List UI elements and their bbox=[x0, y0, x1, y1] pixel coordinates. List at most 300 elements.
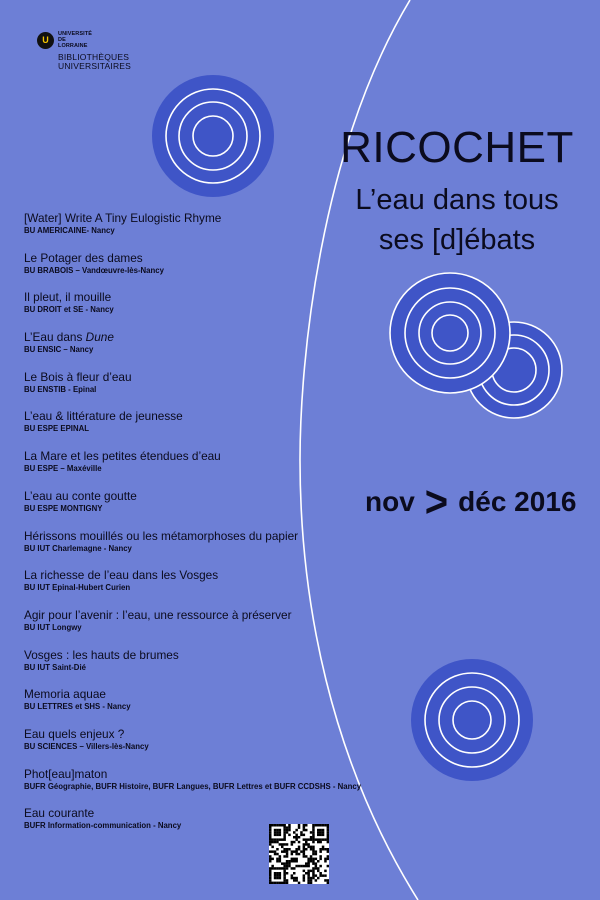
qr-module bbox=[327, 831, 329, 834]
event-title bbox=[24, 409, 369, 423]
qr-module bbox=[319, 874, 322, 877]
qr-module bbox=[295, 836, 298, 839]
event-title bbox=[24, 370, 369, 384]
qr-module bbox=[303, 824, 306, 827]
qr-module bbox=[293, 877, 296, 880]
qr-module bbox=[303, 838, 306, 841]
qr-module bbox=[274, 841, 277, 844]
qr-module bbox=[279, 874, 282, 877]
event-title-text: Eau quels enjeux ? bbox=[24, 726, 125, 741]
qr-module bbox=[312, 867, 315, 870]
qr-module bbox=[315, 853, 318, 856]
event-item bbox=[24, 251, 369, 291]
event-item bbox=[24, 370, 369, 410]
qr-module bbox=[286, 843, 289, 846]
qr-module bbox=[283, 877, 286, 880]
qr-module bbox=[312, 826, 315, 829]
event-item bbox=[24, 489, 369, 529]
ripple-circle-top bbox=[152, 75, 274, 197]
qr-module bbox=[295, 858, 298, 861]
qr-module bbox=[274, 877, 277, 880]
qr-module bbox=[276, 877, 279, 880]
qr-module bbox=[269, 826, 272, 829]
qr-module bbox=[283, 826, 286, 829]
qr-module bbox=[319, 865, 322, 868]
event-item bbox=[24, 608, 369, 648]
qr-module bbox=[279, 838, 282, 841]
qr-module bbox=[269, 879, 272, 882]
qr-module bbox=[283, 831, 286, 834]
qr-module bbox=[303, 826, 306, 829]
qr-module bbox=[283, 862, 286, 865]
qr-module bbox=[315, 879, 318, 882]
qr-module bbox=[276, 860, 279, 863]
event-title-text: L’Eau dans bbox=[24, 330, 86, 345]
qr-module bbox=[274, 824, 277, 827]
qr-module bbox=[293, 867, 296, 870]
qr-module bbox=[327, 838, 329, 841]
qr-module bbox=[317, 867, 320, 870]
event-title-text: Le Bois à fleur d’eau bbox=[24, 369, 132, 384]
qr-module bbox=[303, 850, 306, 853]
qr-module bbox=[288, 826, 291, 829]
qr-module bbox=[281, 843, 284, 846]
qr-module bbox=[324, 824, 327, 827]
qr-module bbox=[293, 841, 296, 844]
qr-module bbox=[269, 882, 272, 884]
qr-module bbox=[286, 853, 289, 856]
qr-module bbox=[300, 865, 303, 868]
qr-module bbox=[271, 846, 274, 849]
qr-module bbox=[303, 870, 306, 873]
qr-module bbox=[324, 848, 327, 851]
qr-module bbox=[319, 834, 322, 837]
qr-module bbox=[307, 858, 310, 861]
qr-module bbox=[298, 853, 301, 856]
event-item bbox=[24, 290, 369, 330]
qr-module bbox=[288, 834, 291, 837]
qr-module bbox=[286, 860, 289, 863]
qr-module bbox=[312, 841, 315, 844]
qr-module bbox=[271, 850, 274, 853]
qr-module bbox=[274, 882, 277, 884]
qr-module bbox=[283, 848, 286, 851]
event-item bbox=[24, 568, 369, 608]
qr-module bbox=[303, 834, 306, 837]
qr-module bbox=[271, 882, 274, 884]
event-title-text: Hérissons mouillés ou les métamorphoses du papier bbox=[24, 528, 299, 543]
qr-module bbox=[269, 877, 272, 880]
event-venue: BU IUT Epinal-Hubert Curien bbox=[24, 583, 131, 593]
qr-module bbox=[312, 834, 315, 837]
qr-module bbox=[303, 877, 306, 880]
qr-module bbox=[291, 850, 294, 853]
qr-module bbox=[312, 836, 315, 839]
qr-module bbox=[310, 877, 313, 880]
event-item bbox=[24, 211, 369, 251]
qr-module bbox=[269, 860, 272, 863]
qr-module bbox=[269, 841, 272, 844]
event-title-text: Le Potager des dames bbox=[24, 250, 143, 265]
event-title bbox=[24, 608, 369, 622]
qr-module bbox=[300, 831, 303, 834]
qr-module bbox=[298, 824, 301, 827]
qr-module bbox=[317, 824, 320, 827]
qr-module bbox=[283, 843, 286, 846]
qr-module bbox=[269, 831, 272, 834]
qr-module bbox=[315, 858, 318, 861]
qr-module bbox=[291, 874, 294, 877]
poster-title: RICOCHET bbox=[340, 123, 574, 172]
qr-module bbox=[283, 874, 286, 877]
qr-module bbox=[295, 865, 298, 868]
qr-module bbox=[295, 853, 298, 856]
qr-module bbox=[310, 858, 313, 861]
event-title-text: Eau courante bbox=[24, 806, 95, 821]
logo-libraries-line1: BIBLIOTHÈQUES bbox=[58, 52, 130, 62]
event-venue: BU LETTRES et SHS - Nancy bbox=[24, 702, 131, 712]
qr-module bbox=[283, 850, 286, 853]
qr-module bbox=[312, 860, 315, 863]
qr-module bbox=[298, 865, 301, 868]
qr-module bbox=[274, 834, 277, 837]
qr-module bbox=[310, 846, 313, 849]
qr-module bbox=[307, 870, 310, 873]
qr-module bbox=[271, 838, 274, 841]
qr-module bbox=[271, 867, 274, 870]
qr-module bbox=[317, 860, 320, 863]
qr-module bbox=[324, 870, 327, 873]
ripple-circle-bottom bbox=[411, 659, 533, 781]
qr-module bbox=[319, 850, 322, 853]
date-end: déc 2016 bbox=[458, 486, 577, 517]
qr-module bbox=[293, 831, 296, 834]
qr-module bbox=[283, 834, 286, 837]
qr-module bbox=[305, 843, 308, 846]
qr-module bbox=[291, 843, 294, 846]
qr-module bbox=[291, 877, 294, 880]
qr-module bbox=[312, 838, 315, 841]
qr-module bbox=[307, 865, 310, 868]
qr-module bbox=[305, 865, 308, 868]
qr-module bbox=[279, 834, 282, 837]
qr-module bbox=[293, 872, 296, 875]
qr-module bbox=[317, 829, 320, 832]
qr-module bbox=[310, 855, 313, 858]
qr-module bbox=[276, 848, 279, 851]
qr-module bbox=[315, 850, 318, 853]
event-venue: BU BRABOIS – Vandœuvre-lès-Nancy bbox=[24, 265, 164, 275]
qr-module bbox=[327, 841, 329, 844]
event-venue: BU ESPE MONTIGNY bbox=[24, 503, 103, 513]
qr-module bbox=[305, 855, 308, 858]
qr-module bbox=[274, 872, 277, 875]
qr-module bbox=[283, 870, 286, 873]
event-venue: BU IUT Saint-Dié bbox=[24, 662, 86, 672]
qr-module bbox=[317, 841, 320, 844]
qr-module bbox=[307, 877, 310, 880]
event-venue: BU AMERICAINE- Nancy bbox=[24, 226, 115, 235]
qr-module bbox=[307, 874, 310, 877]
qr-module bbox=[305, 848, 308, 851]
event-title-text: [Water] Write A Tiny Eulogistic Rhyme bbox=[24, 211, 222, 225]
event-venue: BU IUT Charlemagne - Nancy bbox=[24, 543, 132, 553]
qr-module bbox=[276, 858, 279, 861]
qr-module bbox=[312, 831, 315, 834]
qr-module bbox=[312, 853, 315, 856]
qr-module bbox=[295, 879, 298, 882]
qr-module bbox=[276, 824, 279, 827]
qr-module bbox=[269, 874, 272, 877]
qr-module bbox=[300, 850, 303, 853]
qr-module bbox=[283, 882, 286, 884]
qr-module bbox=[283, 865, 286, 868]
event-title bbox=[24, 290, 369, 304]
qr-module bbox=[303, 829, 306, 832]
qr-module bbox=[269, 829, 272, 832]
date-start: nov bbox=[365, 486, 415, 517]
qr-module bbox=[312, 824, 315, 827]
qr-module bbox=[279, 829, 282, 832]
qr-module bbox=[288, 865, 291, 868]
qr-module bbox=[307, 838, 310, 841]
event-venue: BU ESPE EPINAL bbox=[24, 424, 89, 434]
qr-module bbox=[288, 860, 291, 863]
qr-module bbox=[279, 843, 282, 846]
qr-module bbox=[288, 829, 291, 832]
qr-module bbox=[310, 870, 313, 873]
qr-module bbox=[281, 862, 284, 865]
logo-university-name: UNIVERSITÉ DE LORRAINE bbox=[58, 31, 93, 49]
qr-module bbox=[293, 850, 296, 853]
qr-module bbox=[293, 879, 296, 882]
qr-module bbox=[319, 855, 322, 858]
qr-module bbox=[315, 824, 318, 827]
event-venue: BUFR Information-communication - Nancy bbox=[24, 821, 182, 831]
event-list bbox=[24, 211, 369, 846]
qr-module bbox=[315, 862, 318, 865]
logo-text bbox=[58, 31, 131, 71]
poster-subtitle-line1: L’eau dans tous bbox=[355, 184, 559, 216]
qr-module bbox=[317, 831, 320, 834]
qr-module bbox=[281, 846, 284, 849]
qr-module bbox=[269, 855, 272, 858]
event-title-text: Phot[eau]maton bbox=[24, 766, 108, 781]
qr-code bbox=[269, 824, 329, 884]
qr-module bbox=[271, 841, 274, 844]
qr-module bbox=[269, 870, 272, 873]
qr-module bbox=[298, 848, 301, 851]
qr-module bbox=[283, 855, 286, 858]
qr-module bbox=[286, 831, 289, 834]
qr-module bbox=[281, 882, 284, 884]
qr-module bbox=[298, 841, 301, 844]
qr-module bbox=[271, 865, 274, 868]
poster-subtitle bbox=[332, 180, 582, 260]
qr-module bbox=[281, 850, 284, 853]
event-title-italic: Dune bbox=[85, 330, 114, 345]
qr-module bbox=[286, 862, 289, 865]
qr-module bbox=[317, 870, 320, 873]
qr-module bbox=[317, 838, 320, 841]
qr-module bbox=[319, 824, 322, 827]
event-item bbox=[24, 648, 369, 688]
qr-module bbox=[293, 858, 296, 861]
qr-module bbox=[298, 882, 301, 884]
event-dates bbox=[365, 477, 577, 527]
qr-module bbox=[274, 838, 277, 841]
qr-module bbox=[283, 824, 286, 827]
qr-module bbox=[286, 829, 289, 832]
qr-module bbox=[274, 853, 277, 856]
qr-module bbox=[319, 858, 322, 861]
event-title-text: Il pleut, il mouille bbox=[24, 290, 112, 305]
qr-module bbox=[319, 848, 322, 851]
qr-module bbox=[315, 874, 318, 877]
qr-module bbox=[312, 874, 315, 877]
qr-module bbox=[310, 882, 313, 884]
qr-module bbox=[298, 836, 301, 839]
qr-module bbox=[327, 850, 329, 853]
qr-module bbox=[286, 850, 289, 853]
qr-module bbox=[291, 867, 294, 870]
qr-module bbox=[286, 867, 289, 870]
qr-module bbox=[274, 874, 277, 877]
qr-module bbox=[324, 860, 327, 863]
qr-module bbox=[279, 858, 282, 861]
qr-module bbox=[327, 834, 329, 837]
qr-module bbox=[276, 872, 279, 875]
qr-module bbox=[319, 872, 322, 875]
event-title-text: Vosges : les hauts de brumes bbox=[24, 647, 179, 662]
qr-module bbox=[312, 846, 315, 849]
event-title-text: La richesse de l’eau dans les Vosges bbox=[24, 568, 219, 583]
poster-subtitle-line2: ses [d]ébats bbox=[378, 224, 536, 256]
qr-module bbox=[283, 838, 286, 841]
qr-module bbox=[310, 860, 313, 863]
qr-module bbox=[322, 824, 325, 827]
event-item bbox=[24, 529, 369, 569]
qr-module bbox=[312, 870, 315, 873]
qr-module bbox=[288, 824, 291, 827]
qr-module bbox=[305, 862, 308, 865]
event-title-text: La Mare et les petites étendues d’eau bbox=[24, 449, 221, 464]
qr-module bbox=[322, 831, 325, 834]
qr-module bbox=[274, 867, 277, 870]
qr-module bbox=[305, 872, 308, 875]
event-item bbox=[24, 409, 369, 449]
qr-module bbox=[307, 872, 310, 875]
qr-module bbox=[322, 829, 325, 832]
qr-module bbox=[279, 855, 282, 858]
event-title bbox=[24, 568, 369, 582]
event-venue: BU ENSIC – Nancy bbox=[24, 345, 94, 355]
qr-module bbox=[312, 872, 315, 875]
event-title-text: L’eau & littérature de jeunesse bbox=[24, 409, 183, 424]
qr-module bbox=[307, 846, 310, 849]
qr-module bbox=[276, 831, 279, 834]
qr-module bbox=[276, 874, 279, 877]
qr-module bbox=[312, 829, 315, 832]
event-title bbox=[24, 251, 369, 265]
qr-module bbox=[327, 879, 329, 882]
qr-module bbox=[291, 858, 294, 861]
qr-module bbox=[279, 872, 282, 875]
qr-module bbox=[271, 824, 274, 827]
qr-module bbox=[305, 838, 308, 841]
qr-module bbox=[310, 879, 313, 882]
qr-module bbox=[315, 865, 318, 868]
qr-module bbox=[317, 834, 320, 837]
qr-module bbox=[307, 862, 310, 865]
event-item bbox=[24, 330, 369, 370]
qr-module bbox=[319, 831, 322, 834]
qr-module bbox=[269, 834, 272, 837]
qr-module bbox=[312, 877, 315, 880]
qr-module bbox=[307, 882, 310, 884]
event-item bbox=[24, 727, 369, 767]
qr-module bbox=[286, 872, 289, 875]
qr-module bbox=[312, 862, 315, 865]
qr-module bbox=[283, 872, 286, 875]
qr-module bbox=[269, 872, 272, 875]
qr-module bbox=[279, 877, 282, 880]
qr-module bbox=[305, 841, 308, 844]
qr-module bbox=[327, 865, 329, 868]
event-title-text: Agir pour l’avenir : l’eau, une ressource à préserver bbox=[24, 607, 292, 622]
event-venue: BUFR Géographie, BUFR Histoire, BUFR Langues, BUFR Lettres et BUFR CCDSHS - Nancy bbox=[24, 781, 362, 791]
qr-module bbox=[303, 848, 306, 851]
event-venue: BU ESPE – Maxéville bbox=[24, 464, 102, 474]
qr-module bbox=[276, 867, 279, 870]
qr-module bbox=[274, 829, 277, 832]
qr-module bbox=[298, 826, 301, 829]
qr-module bbox=[322, 834, 325, 837]
event-venue: BU IUT Longwy bbox=[24, 622, 82, 632]
qr-module bbox=[293, 860, 296, 863]
date-arrow-icon: > bbox=[424, 477, 449, 527]
qr-module bbox=[327, 824, 329, 827]
qr-module bbox=[322, 848, 325, 851]
qr-module bbox=[271, 858, 274, 861]
qr-module bbox=[305, 829, 308, 832]
qr-module bbox=[303, 865, 306, 868]
qr-module bbox=[274, 831, 277, 834]
qr-module bbox=[286, 848, 289, 851]
qr-module bbox=[319, 841, 322, 844]
qr-module bbox=[303, 846, 306, 849]
qr-module bbox=[269, 843, 272, 846]
qr-module bbox=[295, 834, 298, 837]
qr-module bbox=[307, 879, 310, 882]
qr-module bbox=[327, 829, 329, 832]
qr-module bbox=[286, 865, 289, 868]
university-logo bbox=[37, 31, 131, 71]
qr-module bbox=[274, 850, 277, 853]
qr-module bbox=[291, 853, 294, 856]
qr-module bbox=[283, 829, 286, 832]
qr-module bbox=[286, 855, 289, 858]
qr-module bbox=[269, 867, 272, 870]
qr-module bbox=[281, 824, 284, 827]
qr-module bbox=[276, 834, 279, 837]
qr-module bbox=[303, 853, 306, 856]
qr-module bbox=[279, 831, 282, 834]
qr-module bbox=[315, 838, 318, 841]
qr-module bbox=[276, 853, 279, 856]
qr-module bbox=[276, 838, 279, 841]
qr-module bbox=[310, 848, 313, 851]
